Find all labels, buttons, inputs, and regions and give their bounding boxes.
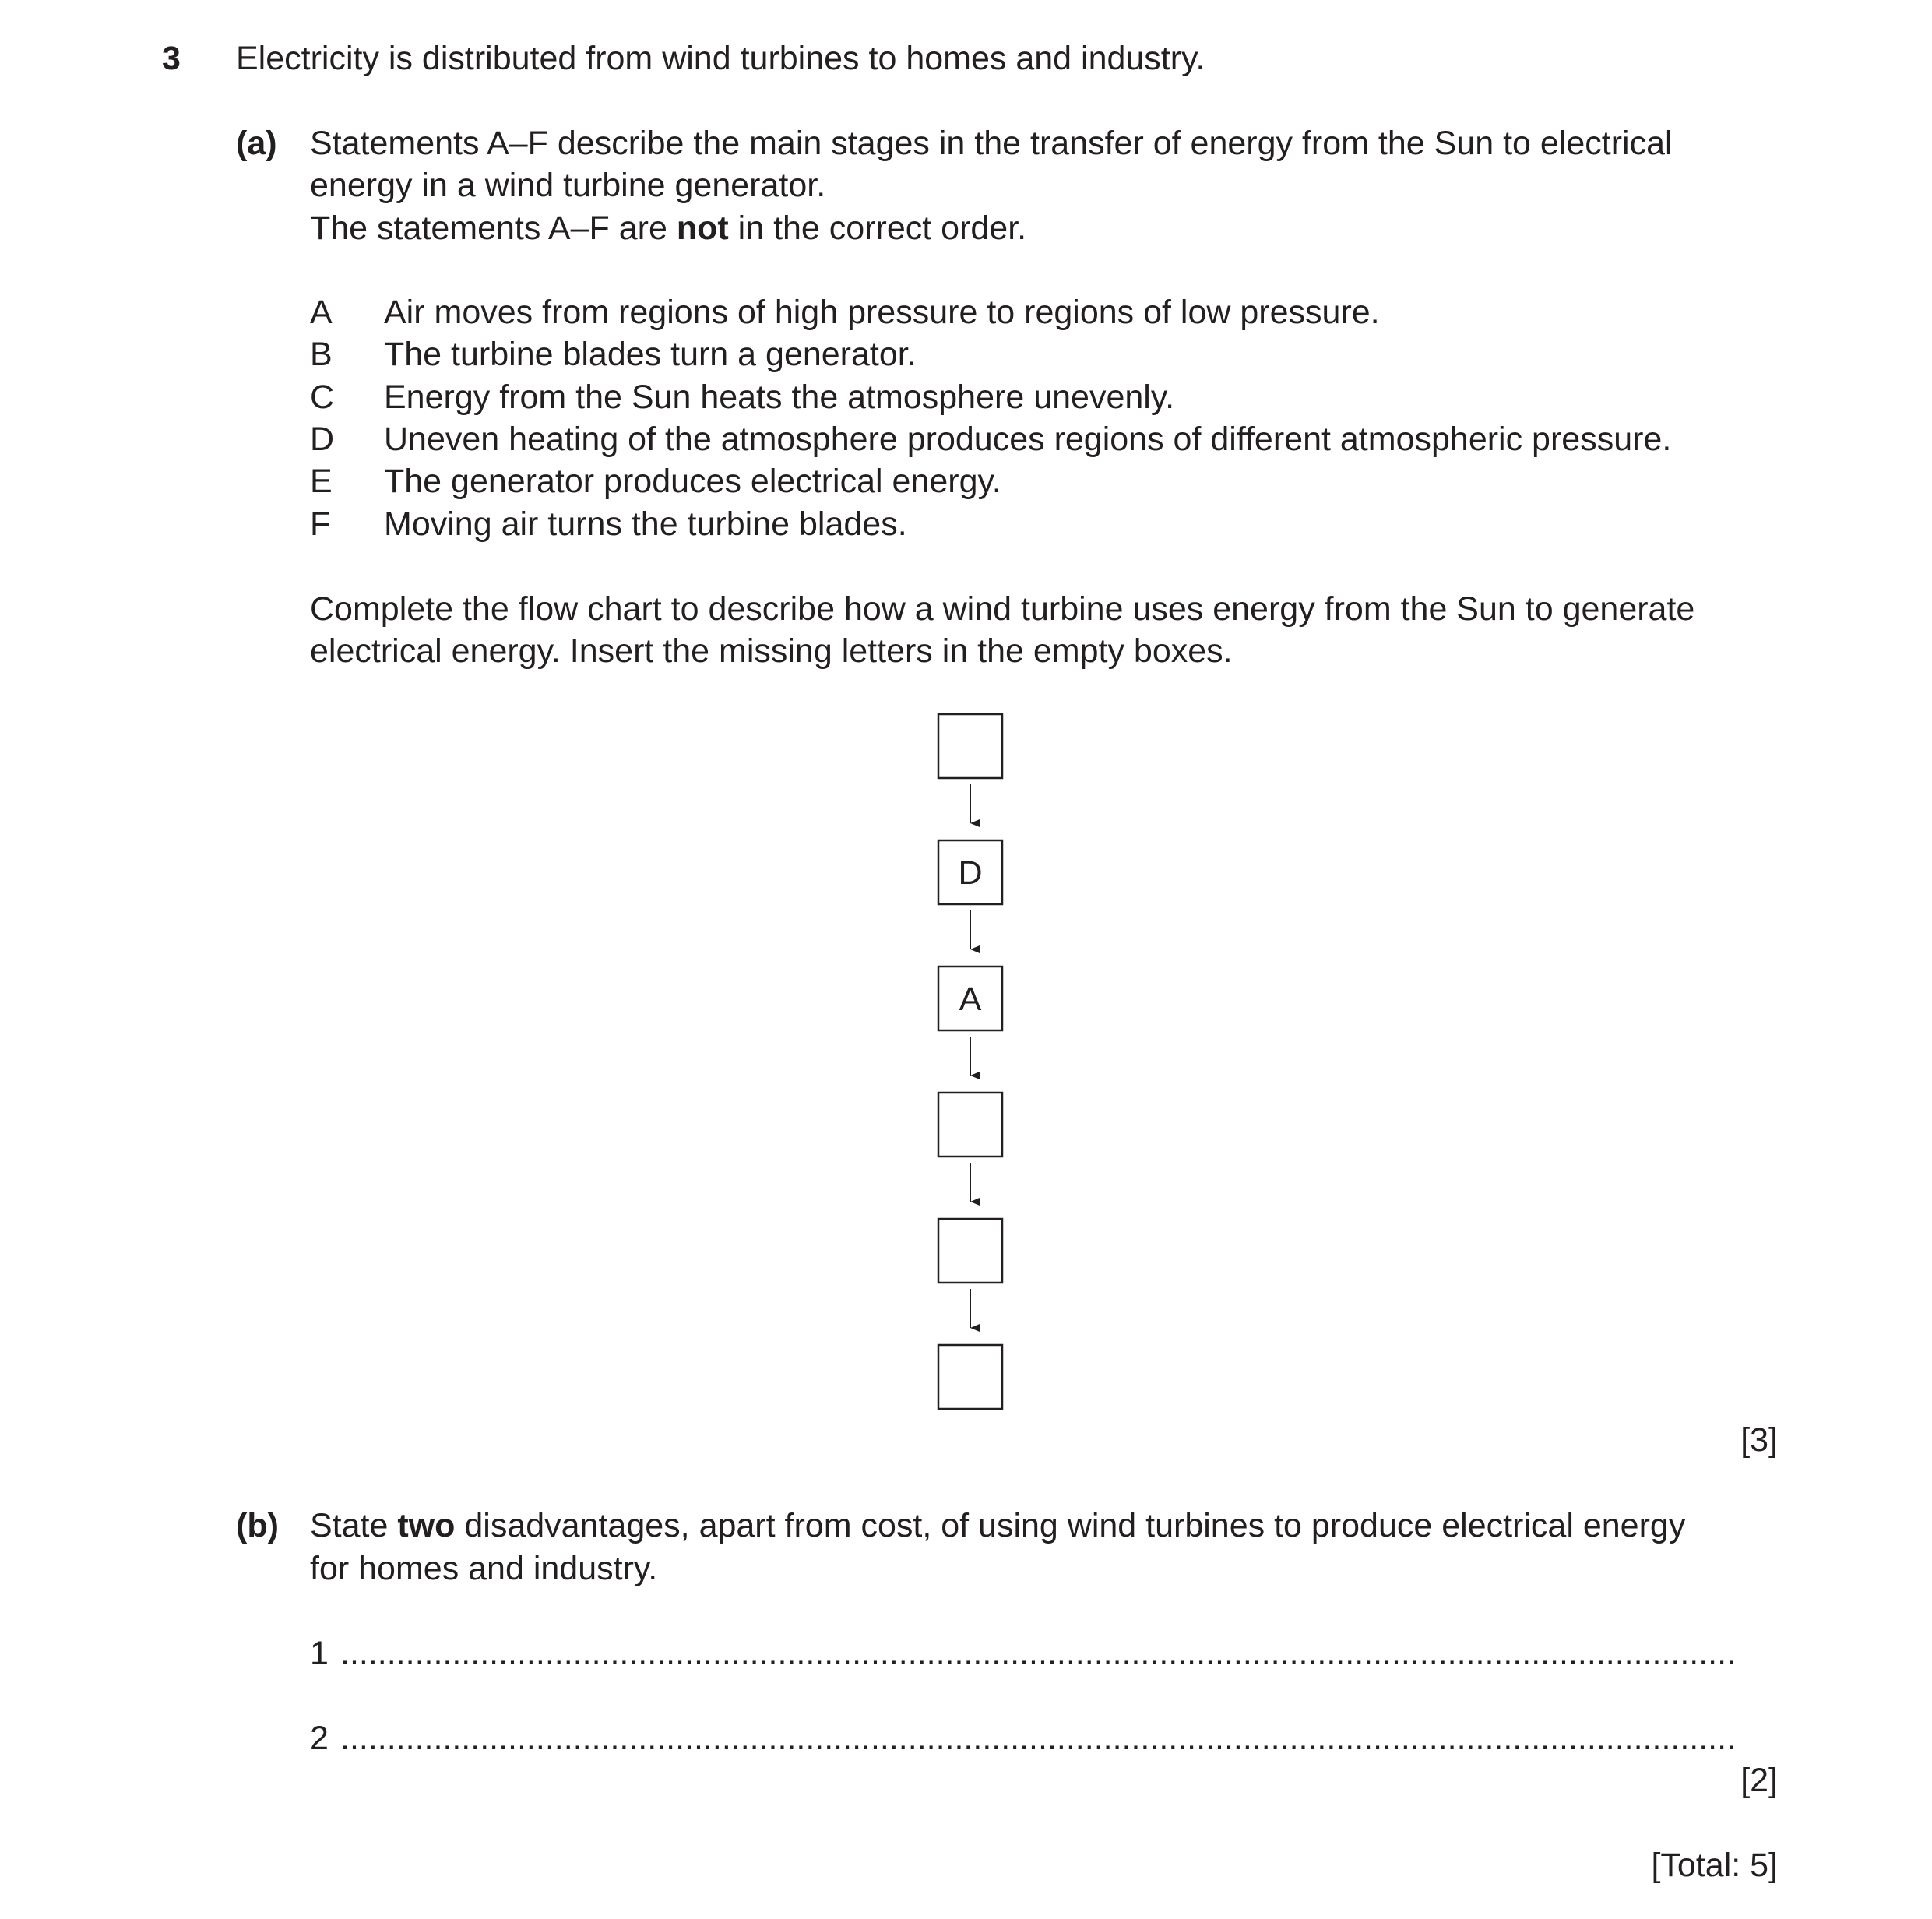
- statement-text: Moving air turns the turbine blades.: [384, 505, 907, 543]
- part-a-marks: [3]: [1740, 1421, 1778, 1459]
- question-intro: Electricity is distributed from wind turbines to homes and industry.: [236, 40, 1205, 77]
- statement-text: Air moves from regions of high pressure to regions of low pressure.: [384, 294, 1380, 331]
- emphasis-not: not: [676, 210, 729, 247]
- flow-box-letter: A: [959, 981, 982, 1018]
- statement-letter: F: [310, 505, 331, 543]
- flowchart-instruction-line1: Complete the flow chart to describe how a wind turbine uses energy from the Sun to generate: [310, 590, 1695, 628]
- question-number: 3: [162, 40, 181, 77]
- part-a-line3: The statements A–F are not in the correct order.: [310, 210, 1027, 247]
- statement-letter: E: [310, 463, 333, 500]
- emphasis-two: two: [397, 1507, 456, 1544]
- part-b-marks: [2]: [1740, 1762, 1778, 1799]
- total-marks: [Total: 5]: [1651, 1847, 1778, 1884]
- part-b-line1: State two disadvantages, apart from cost, of using wind turbines to produce electrical energy: [310, 1507, 1686, 1544]
- statement-letter: A: [310, 294, 333, 331]
- flow-chart: [927, 709, 1012, 1417]
- answer-line-2[interactable]: ......................................................................................................................................................: [340, 1720, 1737, 1757]
- flow-box-6[interactable]: [938, 1345, 1002, 1409]
- answer-number: 2: [310, 1720, 329, 1757]
- statement-text: Energy from the Sun heats the atmosphere unevenly.: [384, 379, 1175, 416]
- statement-letter: C: [310, 379, 335, 416]
- part-a-line2: energy in a wind turbine generator.: [310, 167, 826, 204]
- flow-box-5[interactable]: [938, 1219, 1002, 1283]
- statement-text: Uneven heating of the atmosphere produces regions of different atmospheric pressure.: [384, 421, 1672, 458]
- part-b-label: (b): [236, 1507, 279, 1544]
- answer-line-1[interactable]: ......................................................................................................................................................: [340, 1635, 1737, 1672]
- flow-box-letter: D: [958, 854, 983, 892]
- statement-letter: B: [310, 336, 333, 373]
- part-a-label: (a): [236, 125, 277, 162]
- flow-box-4[interactable]: [938, 1093, 1002, 1157]
- statement-text: The turbine blades turn a generator.: [384, 336, 917, 373]
- flowchart-instruction-line2: electrical energy. Insert the missing letters in the empty boxes.: [310, 632, 1233, 670]
- flow-box-1[interactable]: [938, 714, 1002, 778]
- part-a-line1: Statements A–F describe the main stages in the transfer of energy from the Sun to electrical: [310, 125, 1673, 162]
- flow-box-3: [938, 967, 1002, 1030]
- statement-text: The generator produces electrical energy.: [384, 463, 1001, 500]
- part-b-line2: for homes and industry.: [310, 1550, 658, 1587]
- statement-letter: D: [310, 421, 335, 458]
- flow-box-2: [938, 840, 1002, 904]
- answer-number: 1: [310, 1635, 329, 1672]
